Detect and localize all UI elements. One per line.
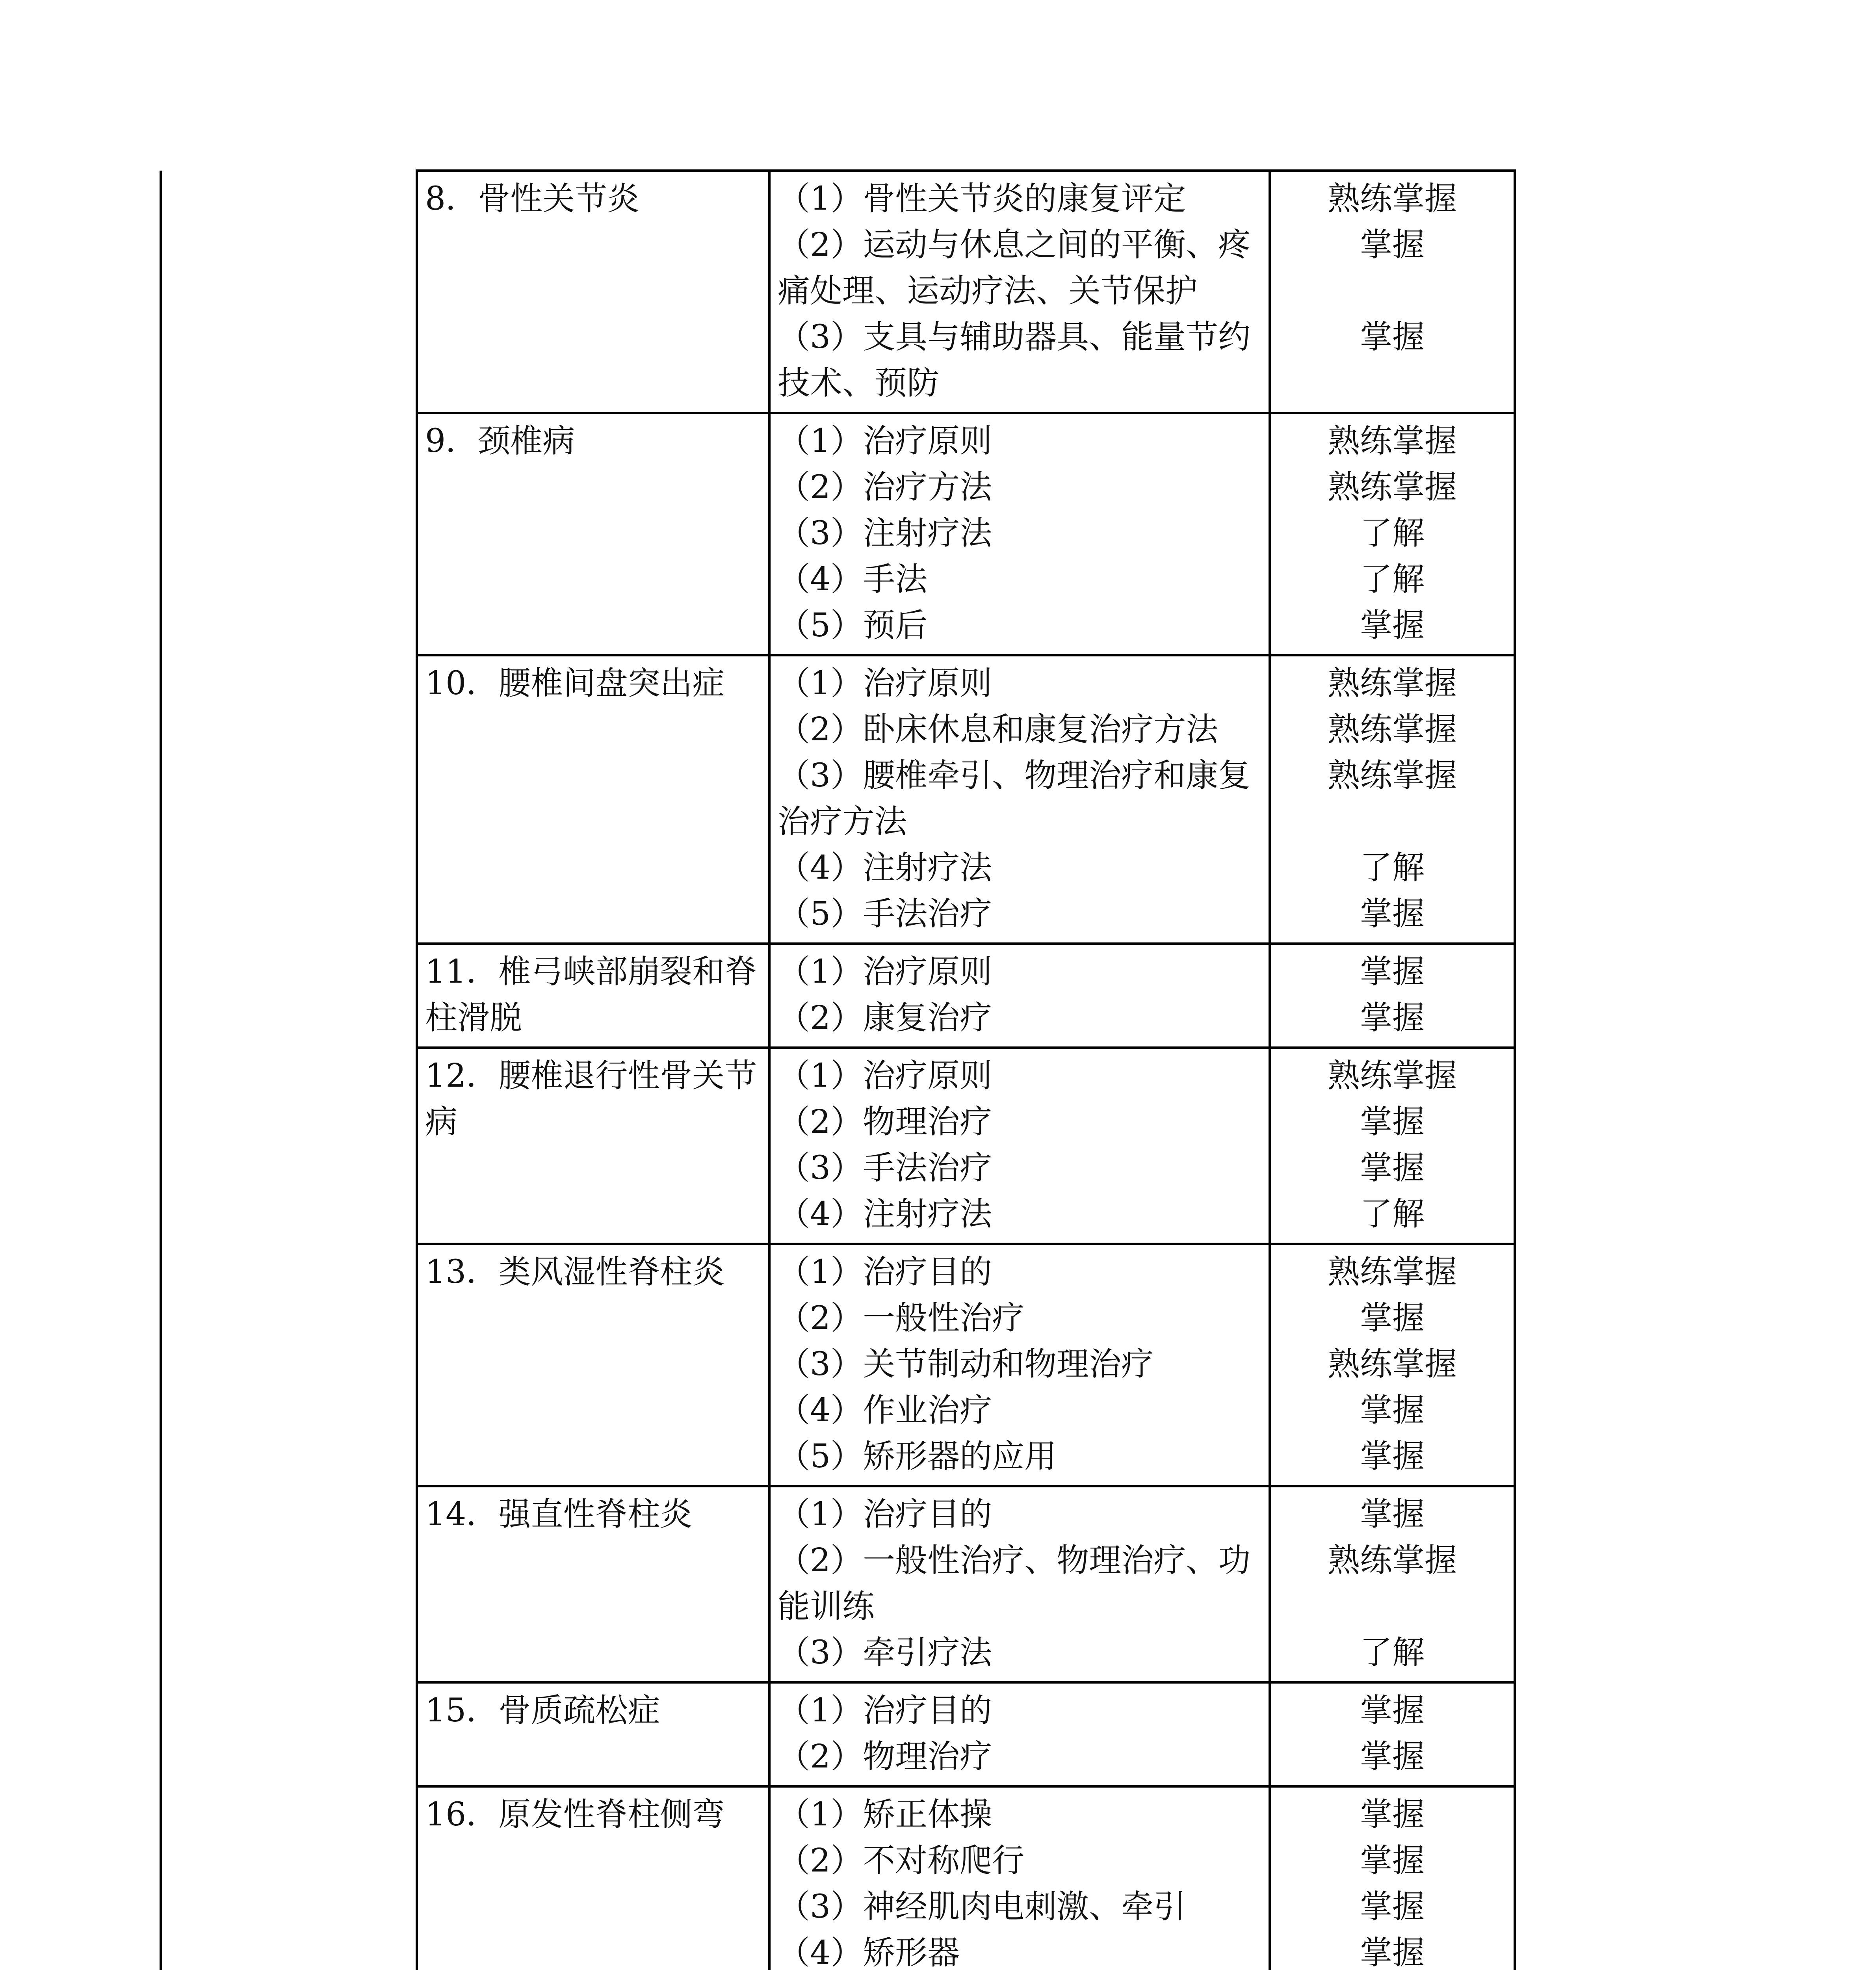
list-item: （3）牵引疗法 xyxy=(778,1634,992,1671)
level-label: 了解 xyxy=(1360,1195,1425,1233)
list-item: （2）一般性治疗、物理治疗、功能训练 xyxy=(778,1542,1251,1625)
items-cell xyxy=(769,655,1270,944)
level-label: 熟练掌握 xyxy=(1327,1542,1457,1579)
topic-cell: 8．骨性关节炎 xyxy=(417,171,769,413)
level-label: 了解 xyxy=(1360,561,1425,598)
list-item: （3）神经肌肉电刺激、牵引 xyxy=(778,1888,1186,1925)
levels-cell xyxy=(1270,655,1515,944)
list-item: （1）治疗目的 xyxy=(778,1692,992,1729)
level-label: 了解 xyxy=(1360,1634,1425,1671)
level-label: 掌握 xyxy=(1360,895,1425,933)
list-item: （1）治疗原则 xyxy=(778,422,992,460)
level-label: 熟练掌握 xyxy=(1327,422,1457,460)
list-item: （1）治疗原则 xyxy=(778,953,992,991)
topic-cell: 10．腰椎间盘突出症 xyxy=(417,655,769,944)
list-item: （5）矫形器的应用 xyxy=(778,1438,1057,1475)
level-label: 掌握 xyxy=(1360,607,1425,644)
level-label: 掌握 xyxy=(1360,999,1425,1037)
level-label: 掌握 xyxy=(1360,1692,1425,1729)
list-item: （3）注射疗法 xyxy=(778,515,992,552)
level-label: 掌握 xyxy=(1360,1842,1425,1879)
section-cell xyxy=(161,171,417,1970)
list-item: （3）支具与辅助器具、能量节约技术、预防 xyxy=(778,318,1251,402)
level-label: 掌握 xyxy=(1360,318,1425,356)
list-item: （1）治疗原则 xyxy=(778,665,992,702)
items-cell xyxy=(769,1486,1270,1682)
list-item: （5）预后 xyxy=(778,607,928,644)
items-cell xyxy=(769,1786,1270,1970)
items-cell xyxy=(769,1244,1270,1486)
list-item: （2）物理治疗 xyxy=(778,1103,992,1141)
level-label: 熟练掌握 xyxy=(1327,1057,1457,1095)
list-item: （2）运动与休息之间的平衡、疼痛处理、运动疗法、关节保护 xyxy=(778,226,1251,310)
level-label: 掌握 xyxy=(1360,226,1425,264)
list-item: （1）治疗原则 xyxy=(778,1057,992,1095)
syllabus-table xyxy=(160,169,1516,1970)
topic-cell: 16．原发性脊柱侧弯 xyxy=(417,1786,769,1970)
level-label: 掌握 xyxy=(1360,953,1425,991)
levels-cell xyxy=(1270,1682,1515,1786)
level-label: 熟练掌握 xyxy=(1327,665,1457,702)
items-cell xyxy=(769,413,1270,655)
level-label: 掌握 xyxy=(1360,1392,1425,1429)
list-item: （1）治疗目的 xyxy=(778,1496,992,1533)
items-cell xyxy=(769,1048,1270,1244)
level-label: 熟练掌握 xyxy=(1327,180,1457,217)
list-item: （4）注射疗法 xyxy=(778,849,992,886)
list-item: （4）手法 xyxy=(778,561,928,598)
topic-cell: 11．椎弓峡部崩裂和脊柱滑脱 xyxy=(417,944,769,1048)
table-row xyxy=(161,171,1515,413)
level-label: 了解 xyxy=(1360,849,1425,886)
list-item: （2）康复治疗 xyxy=(778,999,992,1037)
list-item: （4）矫形器 xyxy=(778,1934,960,1970)
level-label: 熟练掌握 xyxy=(1327,468,1457,506)
list-item: （4）作业治疗 xyxy=(778,1392,992,1429)
list-item: （2）物理治疗 xyxy=(778,1738,992,1775)
list-item: （3）腰椎牵引、物理治疗和康复治疗方法 xyxy=(778,757,1251,840)
level-label: 了解 xyxy=(1360,515,1425,552)
items-cell xyxy=(769,171,1270,413)
level-label: 掌握 xyxy=(1360,1149,1425,1187)
level-label: 掌握 xyxy=(1360,1796,1425,1833)
level-label: 熟练掌握 xyxy=(1327,1253,1457,1291)
level-label: 掌握 xyxy=(1360,1299,1425,1337)
list-item: （3）关节制动和物理治疗 xyxy=(778,1346,1154,1383)
level-label: 掌握 xyxy=(1360,1738,1425,1775)
list-item: （4）注射疗法 xyxy=(778,1195,992,1233)
items-cell xyxy=(769,1682,1270,1786)
topic-cell: 15．骨质疏松症 xyxy=(417,1682,769,1786)
list-item: （1）治疗目的 xyxy=(778,1253,992,1291)
level-label: 掌握 xyxy=(1360,1103,1425,1141)
levels-cell xyxy=(1270,1048,1515,1244)
levels-cell xyxy=(1270,1786,1515,1970)
level-label: 熟练掌握 xyxy=(1327,711,1457,748)
items-cell xyxy=(769,944,1270,1048)
list-item: （2）治疗方法 xyxy=(778,468,992,506)
list-item: （3）手法治疗 xyxy=(778,1149,992,1187)
list-item: （2）不对称爬行 xyxy=(778,1842,1025,1879)
level-label: 掌握 xyxy=(1360,1496,1425,1533)
levels-cell xyxy=(1270,944,1515,1048)
list-item: （1）矫正体操 xyxy=(778,1796,992,1833)
level-label: 熟练掌握 xyxy=(1327,757,1457,794)
topic-cell: 14．强直性脊柱炎 xyxy=(417,1486,769,1682)
levels-cell xyxy=(1270,171,1515,413)
level-label: 掌握 xyxy=(1360,1888,1425,1925)
level-label: 熟练掌握 xyxy=(1327,1346,1457,1383)
list-item: （1）骨性关节炎的康复评定 xyxy=(778,180,1186,217)
topic-cell: 12．腰椎退行性骨关节病 xyxy=(417,1048,769,1244)
topic-cell: 13．类风湿性脊柱炎 xyxy=(417,1244,769,1486)
list-item: （2）卧床休息和康复治疗方法 xyxy=(778,711,1218,748)
list-item: （2）一般性治疗 xyxy=(778,1299,1025,1337)
levels-cell xyxy=(1270,1486,1515,1682)
level-label: 掌握 xyxy=(1360,1934,1425,1970)
list-item: （5）手法治疗 xyxy=(778,895,992,933)
topic-cell: 9．颈椎病 xyxy=(417,413,769,655)
level-label: 掌握 xyxy=(1360,1438,1425,1475)
levels-cell xyxy=(1270,1244,1515,1486)
levels-cell xyxy=(1270,413,1515,655)
